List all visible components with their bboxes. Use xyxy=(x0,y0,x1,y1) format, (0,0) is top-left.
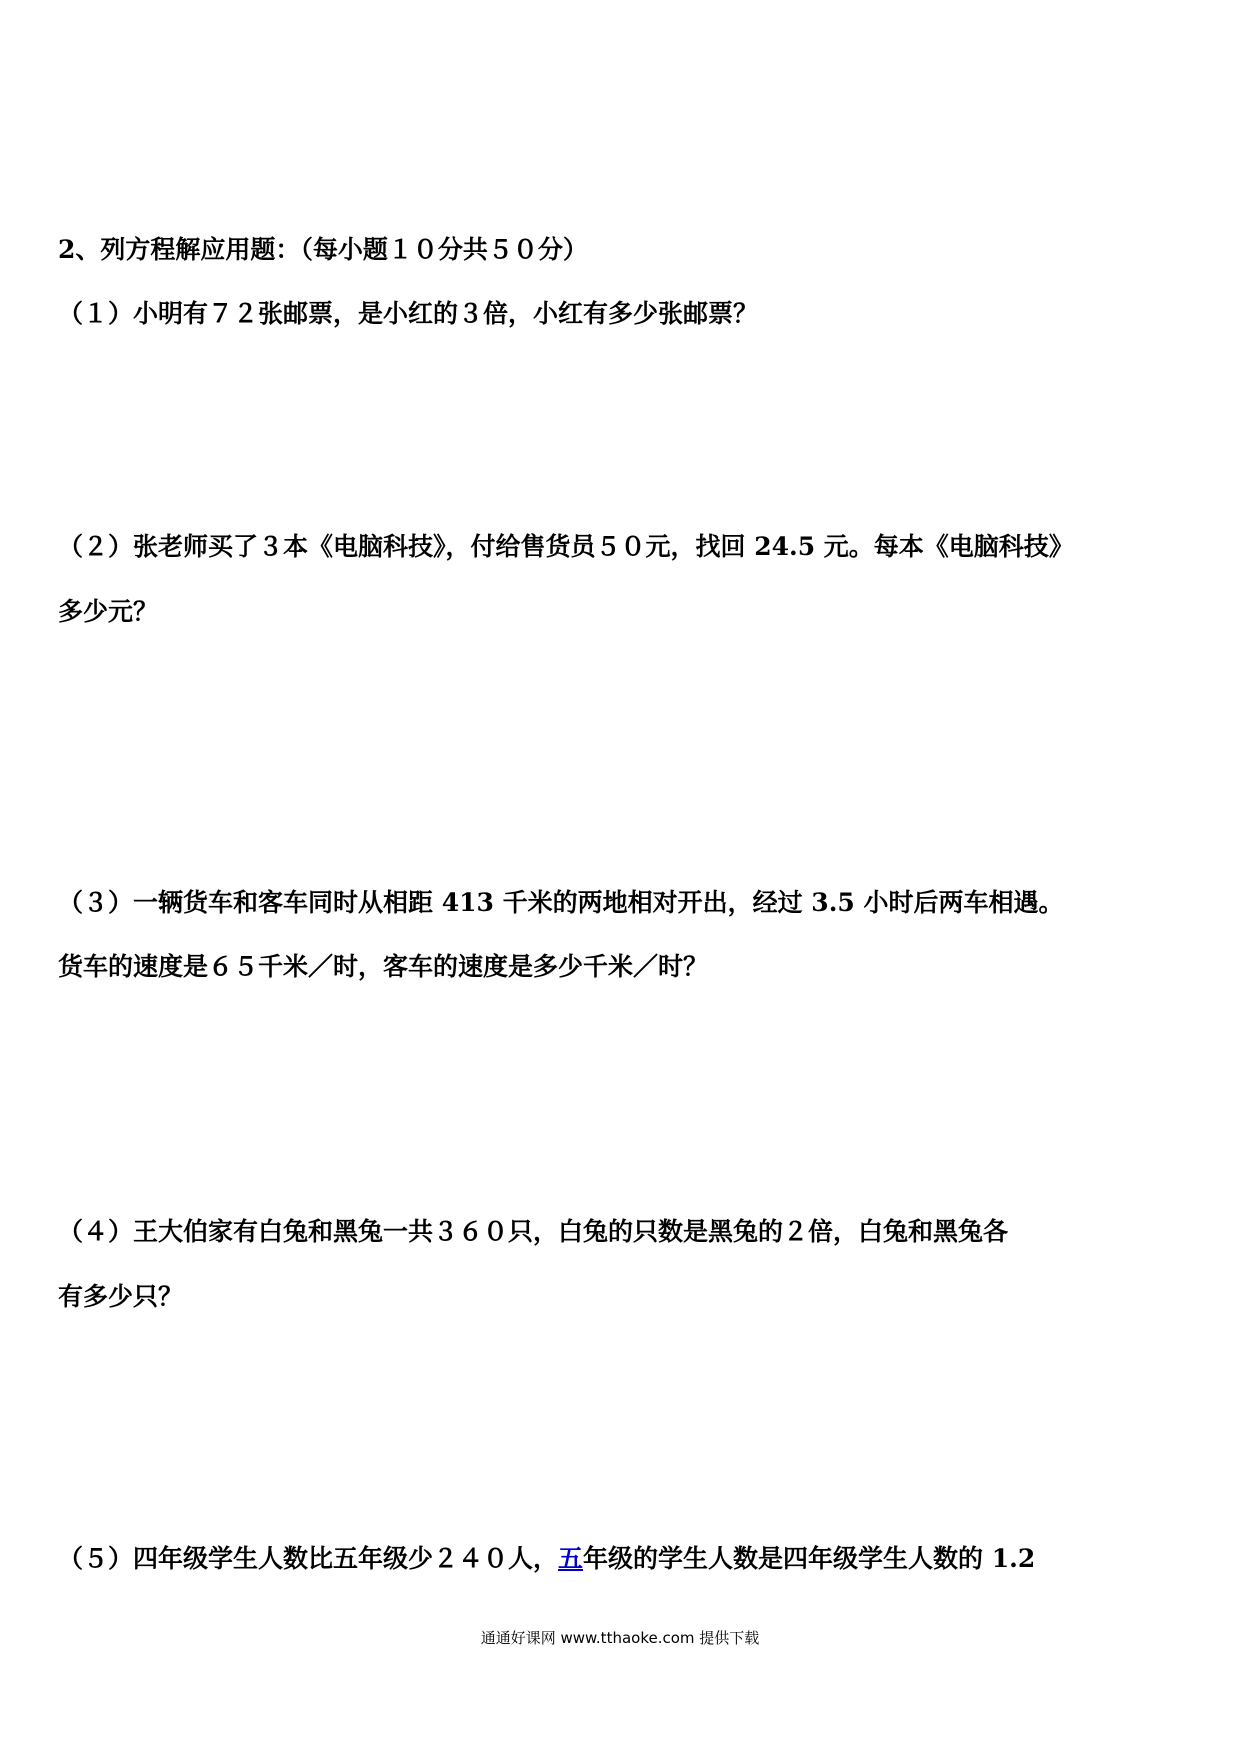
question-5-line-1 xyxy=(58,1542,1188,1576)
footer-text: 通通好课网 www.tthaoke.com 提供下载 xyxy=(480,1629,760,1647)
section-heading: 2、列方程解应用题：（每小题１０分共５０分） xyxy=(58,235,588,264)
question-5-text-before: （５）四年级学生人数比五年级少２４０人， xyxy=(58,1544,559,1573)
question-2-line-1: （２）张老师买了３本《电脑科技》，付给售货员５０元，找回 24.5 元。每本《电脑科技》 xyxy=(58,532,1074,561)
question-3-line-1: （３）一辆货车和客车同时从相距 413 千米的两地相对开出，经过 3.5 小时后两车相遇。 xyxy=(58,888,1064,917)
question-2-line-2: 多少元？ xyxy=(58,597,159,626)
question-4-line-2: 有多少只？ xyxy=(58,1282,184,1311)
question-5-text-after: 年级的学生人数是四年级学生人数的 1.2 xyxy=(583,1544,1036,1573)
question-4-line-1: （４）王大伯家有白兔和黑兔一共３６０只，白兔的只数是黑兔的２倍，白兔和黑兔各 xyxy=(58,1217,1009,1246)
question-5-link[interactable]: 五 xyxy=(558,1544,584,1573)
question-3-line-2: 货车的速度是６５千米／时，客车的速度是多少千米／时？ xyxy=(58,952,709,981)
question-1-text: （１）小明有７２张邮票，是小红的３倍，小红有多少张邮票？ xyxy=(58,299,759,328)
